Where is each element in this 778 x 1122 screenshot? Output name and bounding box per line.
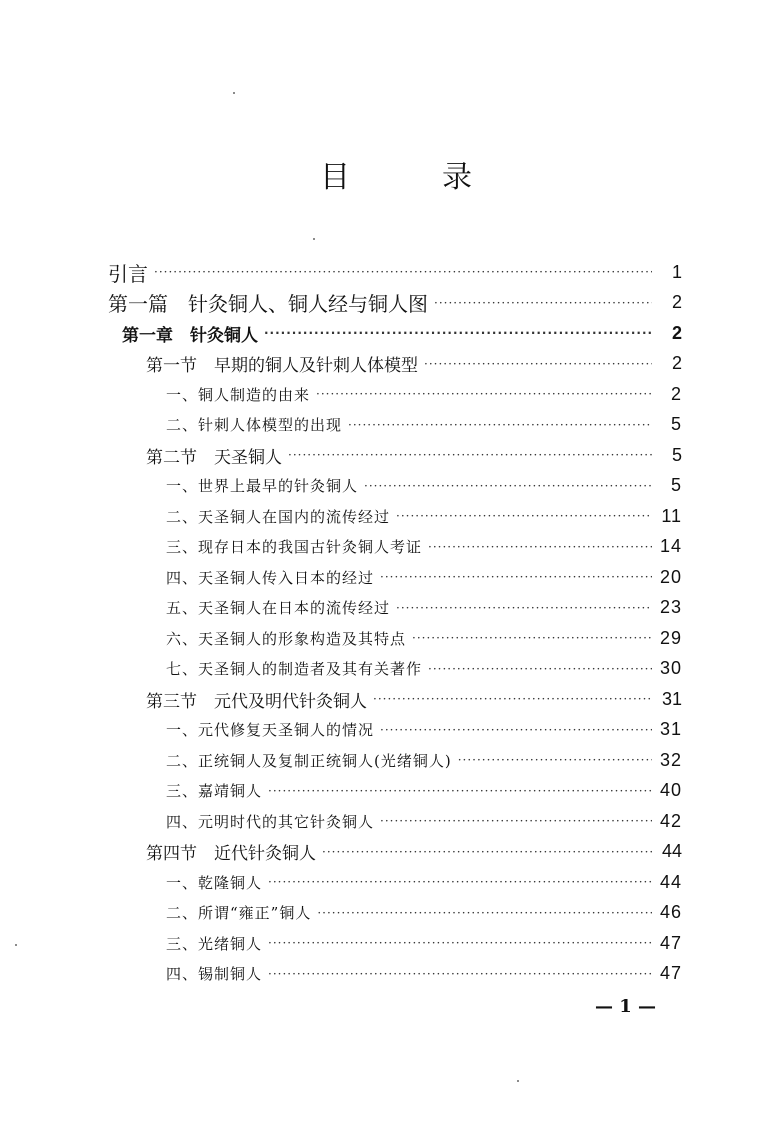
toc-entry-page: 2 xyxy=(671,292,682,312)
toc-entry-label: 七、天圣铜人的制造者及其有关著作 xyxy=(166,660,423,678)
toc-leader-dots xyxy=(412,623,652,653)
toc-entry xyxy=(166,806,682,836)
title-char-1: 目 xyxy=(320,160,350,195)
toc-entry-label: 第一节 早期的铜人及针刺人体模型 xyxy=(146,356,418,376)
toc-entry-label: 第四节 近代针灸铜人 xyxy=(146,844,316,864)
toc-entry-page: 5 xyxy=(670,475,682,495)
toc-entry xyxy=(166,776,682,806)
toc-entry-page: 46 xyxy=(659,902,682,922)
toc-entry-page: 2 xyxy=(670,383,682,404)
scan-speck xyxy=(15,944,17,946)
toc-entry xyxy=(166,410,682,440)
toc-entry xyxy=(146,440,682,470)
toc-entry-page: 23 xyxy=(659,597,682,617)
toc-entry-label: 第一章 针灸铜人 xyxy=(122,325,258,346)
toc-entry-label: 三、现存日本的我国古针灸铜人考证 xyxy=(166,538,423,556)
toc-leader-dots xyxy=(396,593,652,623)
toc-entry-label: 四、锡制铜人 xyxy=(166,965,263,983)
toc-entry xyxy=(166,928,682,958)
toc-entry xyxy=(166,745,682,775)
toc-entry-label: 第三节 元代及明代针灸铜人 xyxy=(146,691,367,712)
toc-leader-dots xyxy=(428,532,652,562)
toc-entry-label: 第一篇 针灸铜人、铜人经与铜人图 xyxy=(108,292,428,316)
toc-leader-dots xyxy=(364,471,652,501)
toc-leader-dots xyxy=(424,349,652,379)
toc-entry xyxy=(166,593,682,623)
toc-entry xyxy=(166,623,682,653)
toc-leader-dots xyxy=(373,684,652,714)
toc-entry xyxy=(146,349,682,379)
toc-entry-label: 一、铜人制造的由来 xyxy=(166,385,311,404)
toc-entry-page: 31 xyxy=(659,719,682,739)
toc-entry-page: 31 xyxy=(661,688,682,709)
toc-entry-label: 五、天圣铜人在日本的流传经过 xyxy=(166,599,391,617)
toc-entry xyxy=(146,837,682,867)
toc-entry xyxy=(166,715,682,745)
toc-leader-dots xyxy=(322,837,652,867)
toc-leader-dots xyxy=(268,959,652,989)
scan-speck xyxy=(233,92,235,94)
toc-entry xyxy=(166,532,682,562)
page-title xyxy=(0,158,778,198)
toc-leader-dots xyxy=(428,654,652,684)
toc-entry-label: 一、乾隆铜人 xyxy=(166,873,263,892)
toc-entry xyxy=(146,684,682,714)
toc-entry-page: 5 xyxy=(671,444,682,465)
toc-leader-dots xyxy=(268,928,652,958)
toc-entry-page: 47 xyxy=(659,963,682,983)
page-number-footer: — 1 — xyxy=(595,996,657,1017)
toc-leader-dots xyxy=(380,562,652,592)
toc-leader-dots xyxy=(316,379,652,409)
toc-entry xyxy=(166,867,682,897)
toc-entry-label: 引言 xyxy=(108,261,148,286)
toc-entry xyxy=(166,959,682,989)
toc-entry-label: 二、所谓“雍正”铜人 xyxy=(166,904,312,922)
scan-speck xyxy=(313,238,315,240)
toc-entry-page: 42 xyxy=(659,810,682,831)
toc-entry-page: 14 xyxy=(659,536,682,556)
toc-entry xyxy=(166,379,682,409)
toc-entry xyxy=(166,654,682,684)
toc-entry-page: 2 xyxy=(671,353,682,373)
toc-entry xyxy=(166,562,682,592)
scan-speck xyxy=(517,1080,519,1082)
toc-leader-dots xyxy=(458,745,652,775)
toc-entry-label: 三、光绪铜人 xyxy=(166,934,263,953)
toc-leader-dots xyxy=(288,440,652,470)
toc-entry-label: 二、天圣铜人在国内的流传经过 xyxy=(166,507,391,526)
toc-entry-page: 30 xyxy=(659,658,682,678)
toc-entry-page: 44 xyxy=(659,871,682,892)
toc-entry-label: 四、元明时代的其它针灸铜人 xyxy=(166,812,375,831)
toc-entry-label: 六、天圣铜人的形象构造及其特点 xyxy=(166,629,407,648)
toc-entry xyxy=(166,501,682,531)
toc-entry-page: 32 xyxy=(659,749,682,770)
toc-leader-dots xyxy=(348,410,652,440)
toc-leader-dots xyxy=(268,867,652,897)
toc-entry-label: 四、天圣铜人传入日本的经过 xyxy=(166,568,375,587)
toc-entry xyxy=(122,318,682,348)
toc-leader-dots xyxy=(317,898,652,928)
title-char-2: 录 xyxy=(442,160,472,195)
toc-entry-page: 20 xyxy=(659,566,682,587)
toc-entry-page: 5 xyxy=(670,414,682,434)
toc-entry xyxy=(166,898,682,928)
toc-entry-label: 一、元代修复天圣铜人的情况 xyxy=(166,721,375,739)
toc-leader-dots xyxy=(380,715,652,745)
toc-entry xyxy=(166,471,682,501)
toc-entry-label: 二、针刺人体模型的出现 xyxy=(166,416,343,434)
toc-entry-label: 一、世界上最早的针灸铜人 xyxy=(166,477,359,495)
toc-leader-dots xyxy=(434,288,652,318)
toc-entry-page: 2 xyxy=(671,322,682,343)
toc-leader-dots xyxy=(154,257,652,287)
toc-entry-label: 二、正统铜人及复制正统铜人(光绪铜人) xyxy=(166,751,452,770)
toc-entry-page: 47 xyxy=(659,932,682,953)
toc-entry-page: 40 xyxy=(659,780,682,800)
toc-entry xyxy=(108,257,682,287)
toc-entry-page: 44 xyxy=(661,841,682,861)
toc-entry xyxy=(108,288,682,318)
toc-leader-dots xyxy=(264,318,652,348)
toc-leader-dots xyxy=(268,776,652,806)
toc-entry-label: 三、嘉靖铜人 xyxy=(166,782,263,800)
toc-leader-dots xyxy=(380,806,652,836)
toc-entry-label: 第二节 天圣铜人 xyxy=(146,447,282,468)
toc-entry-page: 1 xyxy=(671,261,682,282)
toc-leader-dots xyxy=(396,501,652,531)
toc-entry-page: 11 xyxy=(661,505,682,526)
toc-entry-page: 29 xyxy=(659,627,682,648)
